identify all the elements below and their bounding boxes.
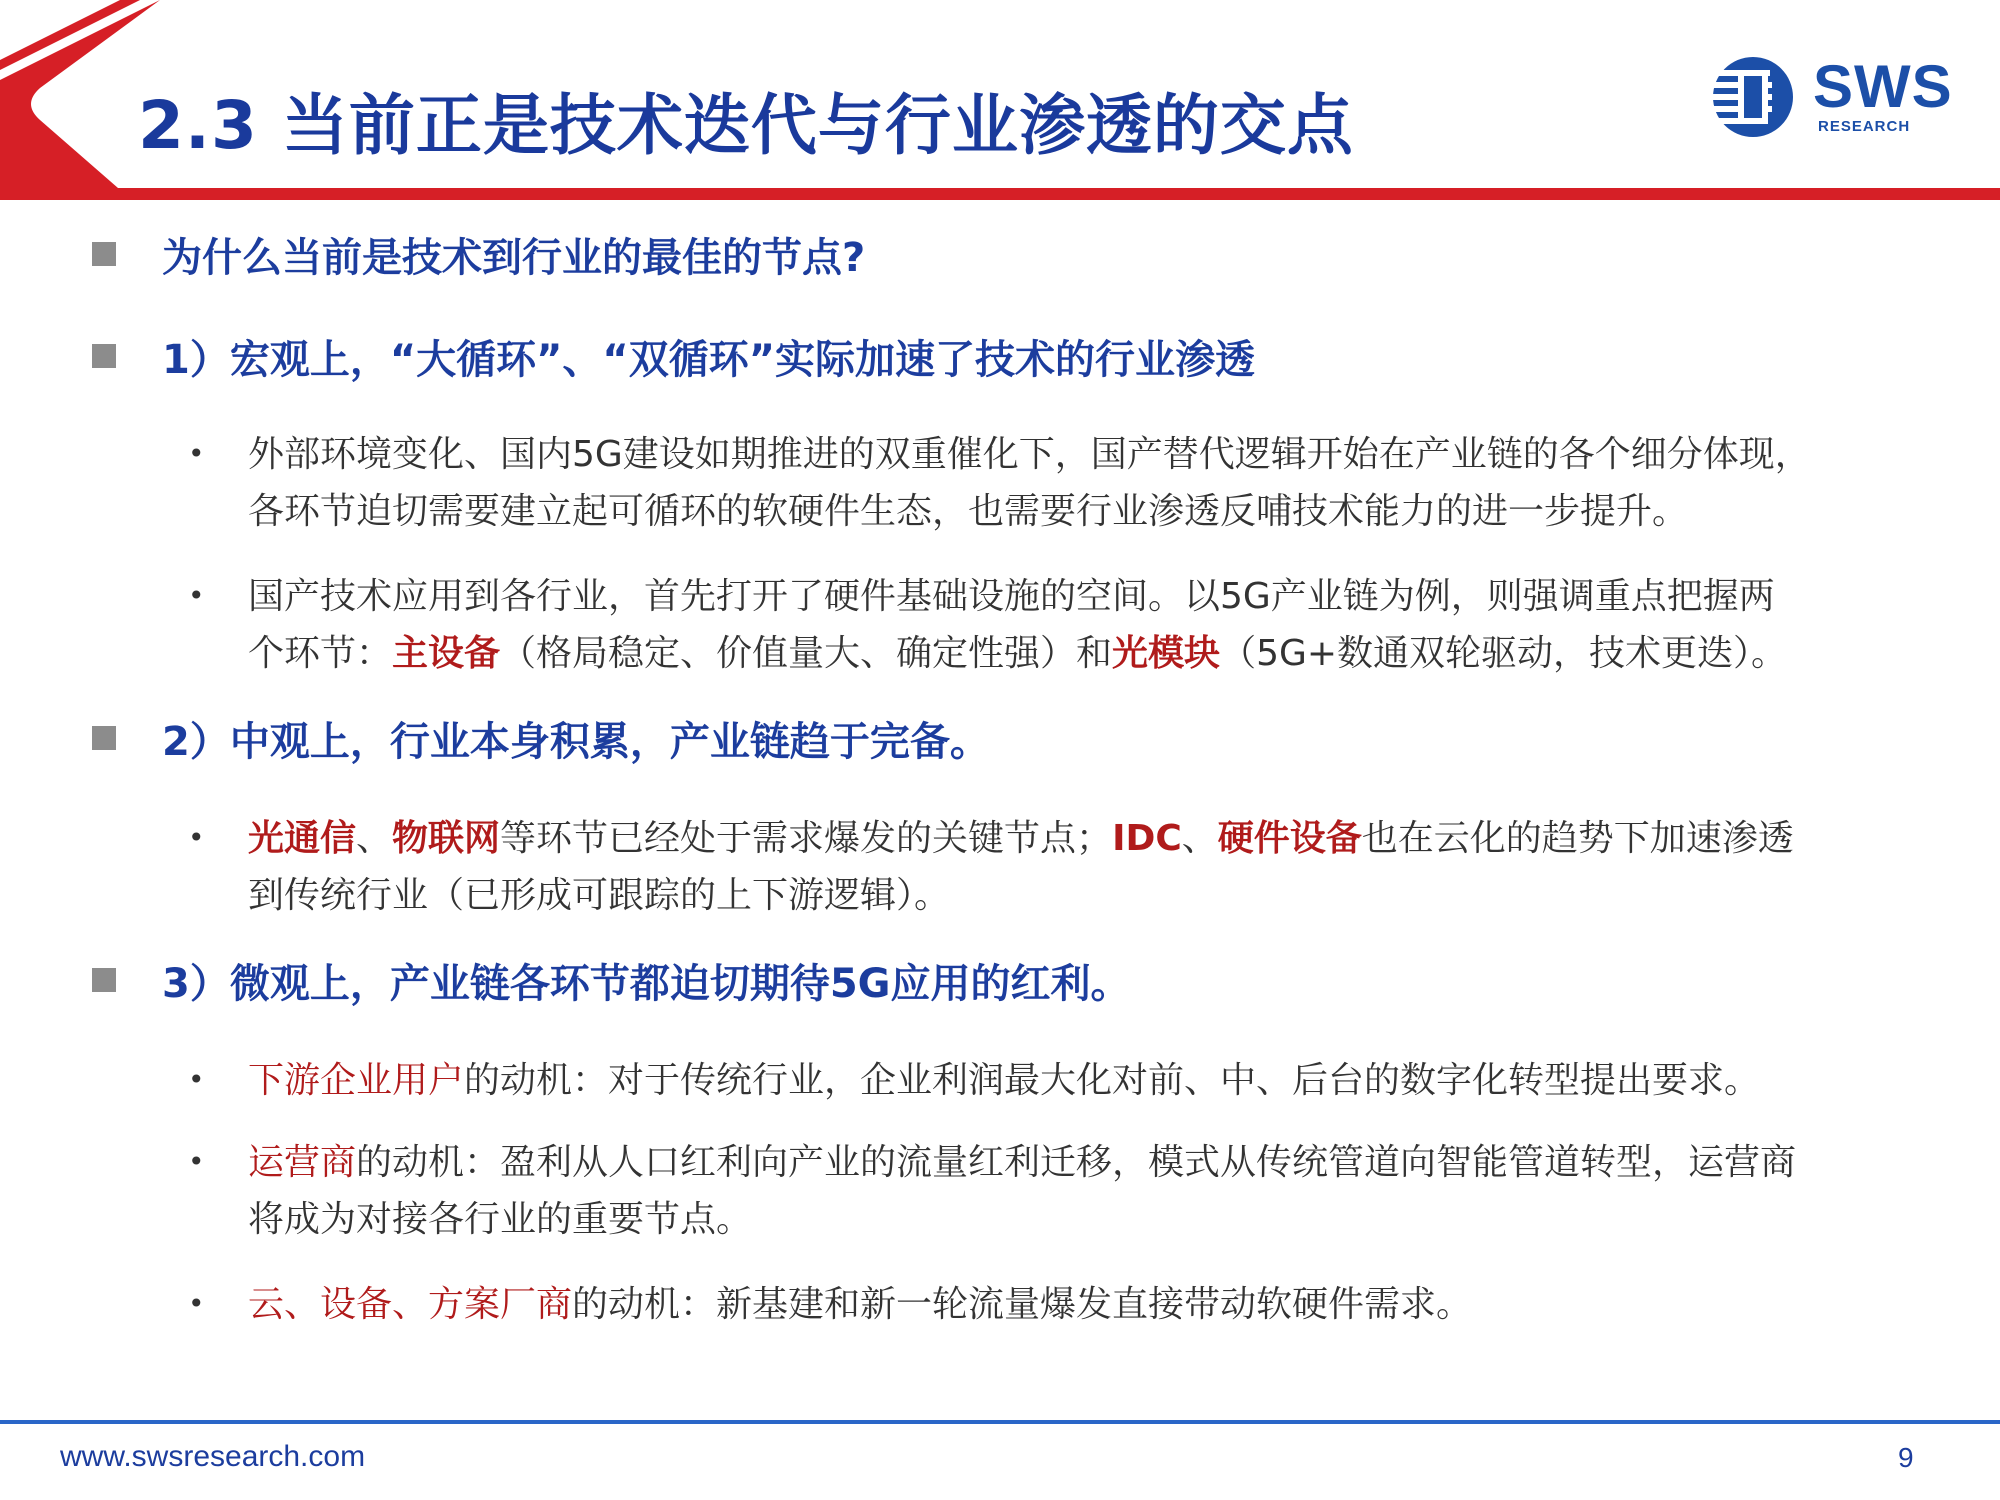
paragraph-line: [248, 1134, 1948, 1191]
section-3-paragraph-1: [248, 1052, 1948, 1109]
text-run: 的动机：盈利从人口红利向产业的流量红利迁移，模式从传统管道向智能管道转型，运营商: [356, 1142, 1797, 1183]
paragraph-line: 外部环境变化、国内5G建设如期推进的双重催化下，国产替代逻辑开始在产业链的各个细分体现，: [248, 434, 1811, 475]
text-run: 的动机：新基建和新一轮流量爆发直接带动软硬件需求。: [572, 1284, 1473, 1325]
logo-wordmark: SWS: [1813, 53, 1953, 120]
page-title: 2.3 当前正是技术迭代与行业渗透的交点: [138, 87, 1354, 164]
bullet-dot-icon: •: [188, 821, 205, 854]
section-1-paragraph-2: [248, 568, 1948, 682]
section-2-heading: 2）中观上，行业本身积累，产业链趋于完备。: [162, 719, 990, 765]
section-3-heading: 3）微观上，产业链各环节都迫切期待5G应用的红利。: [162, 961, 1131, 1007]
highlight-main-equipment: 主设备: [392, 633, 501, 674]
text-run: （格局稳定、价值量大、确定性强）和: [500, 633, 1113, 674]
paragraph-line: [248, 810, 1948, 867]
square-bullet-icon: [92, 968, 116, 992]
paragraph-line: 各环节迫切需要建立起可循环的软硬件生态，也需要行业渗透反哺技术能力的进一步提升。: [248, 491, 1689, 532]
highlight-iot: 物联网: [392, 818, 501, 859]
paragraph-line: [248, 1276, 1948, 1333]
text-run: 、: [356, 818, 393, 859]
text-run: 也在云化的趋势下加速渗透: [1361, 818, 1794, 859]
logo-subtext: RESEARCH: [1818, 118, 1911, 135]
text-run: 的动机：对于传统行业，企业利润最大化对前、中、后台的数字化转型提出要求。: [464, 1060, 1761, 1101]
page-number: 9: [1898, 1442, 1914, 1473]
square-bullet-icon: [92, 726, 116, 750]
header-banner: [0, 0, 2000, 205]
bullet-dot-icon: •: [188, 437, 205, 470]
highlight-optical-comm: 光通信: [248, 818, 357, 859]
bullet-dot-icon: •: [188, 1063, 205, 1096]
paragraph-line: 将成为对接各行业的重要节点。: [248, 1199, 753, 1240]
sws-globe-icon: [1708, 52, 1808, 142]
section-3-paragraph-2: [248, 1134, 1948, 1248]
highlight-idc: IDC: [1112, 818, 1182, 859]
footer-divider: [0, 1420, 2000, 1424]
text-run: 个环节：: [248, 633, 393, 674]
highlight-hardware: 硬件设备: [1217, 818, 1362, 859]
section-2-paragraph-1: [248, 810, 1948, 924]
paragraph-line: 国产技术应用到各行业，首先打开了硬件基础设施的空间。以5G产业链为例，则强调重点把握两: [248, 576, 1775, 617]
highlight-optical-module: 光模块: [1112, 633, 1221, 674]
square-bullet-icon: [92, 344, 116, 368]
square-bullet-icon: [92, 242, 116, 266]
paragraph-line: [248, 625, 1948, 682]
text-run: 、: [1181, 818, 1218, 859]
section-1-paragraph-1: [248, 426, 1948, 540]
section-1-heading: 1）宏观上，“大循环”、“双循环”实际加速了技术的行业渗透: [162, 337, 1255, 383]
highlight-cloud-vendors: 云、设备、方案厂商: [248, 1284, 573, 1325]
bullet-dot-icon: •: [188, 1287, 205, 1320]
bullet-dot-icon: •: [188, 1145, 205, 1178]
section-3-paragraph-3: [248, 1276, 1948, 1333]
highlight-operators: 运营商: [248, 1142, 357, 1183]
bullet-dot-icon: •: [188, 579, 205, 612]
text-run: （5G+数通双轮驱动，技术更迭）。: [1220, 633, 1788, 674]
footer-url-link[interactable]: www.swsresearch.com: [60, 1440, 366, 1473]
question-heading: 为什么当前是技术到行业的最佳的节点?: [162, 235, 866, 281]
sws-logo: [1708, 52, 1958, 142]
text-run: 等环节已经处于需求爆发的关键节点；: [500, 818, 1113, 859]
paragraph-line: [248, 1052, 1948, 1109]
paragraph-line: 到传统行业（已形成可跟踪的上下游逻辑）。: [248, 875, 951, 916]
highlight-downstream-users: 下游企业用户: [248, 1060, 465, 1101]
